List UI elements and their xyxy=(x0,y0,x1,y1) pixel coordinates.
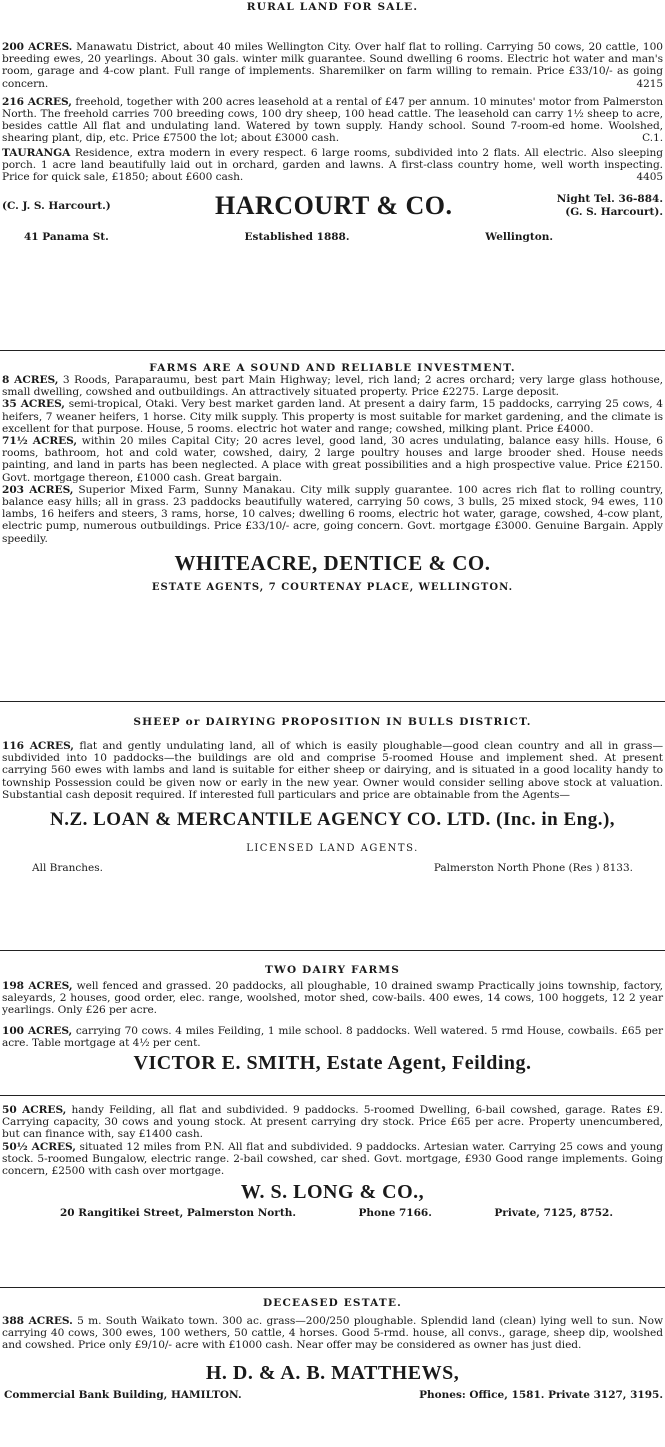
firm-name: VICTOR E. SMITH, Estate Agent, Feilding. xyxy=(133,1052,532,1075)
nz-loan-ad xyxy=(2,716,663,874)
firm-name: W. S. LONG & CO., xyxy=(240,1181,425,1204)
firm-name: H. D. & A. B. MATTHEWS, xyxy=(205,1361,460,1384)
ad-heading: RURAL LAND FOR SALE. xyxy=(246,1,419,13)
divider xyxy=(0,950,665,951)
contact-line: Commercial Bank Building, HAMILTON. Phones: Office, 1581. Private 3127, 3195. xyxy=(4,1388,663,1401)
listing: 100 ACRES, carrying 70 cows. 4 miles Feilding, 1 mile school. 8 paddocks. Well watered. 5 rmd House, cowbails. £65 per acre. Table mortgage at 4½ per cent. xyxy=(2,1024,663,1049)
firm-name: N.Z. LOAN & MERCANTILE AGENCY CO. LTD. (Inc. in Eng.), xyxy=(49,809,616,831)
ad-heading: DECEASED ESTATE. xyxy=(262,1297,403,1309)
listing: 50 ACRES, handy Feilding, all flat and subdivided. 9 paddocks. 5-roomed Dwelling, 6-bail cowshed, garage. Rates £9. Carrying capacity, 30 cows and young stock. At present carrying dry stock. Price £65 per acre. Property unencumbered, but can finance with, say £1400 cash. xyxy=(2,1104,663,1141)
contact-line: All Branches. Palmerston North Phone (Res ) 8133. xyxy=(32,862,633,875)
ws-long-ad xyxy=(2,1104,663,1219)
listing: 198 ACRES, well fenced and grassed. 20 paddocks, all ploughable, 10 drained swamp Practically joins township, factory, saleyards, 2 houses, good order, elec. range, woolshed, motor shed, cow-bails. 400 ewes, 14 cows, 100 hoggets, 12 2 year yearlings. Only £26 per acre. xyxy=(2,980,663,1017)
divider xyxy=(0,1287,665,1288)
address-line: 41 Panama St. Established 1888. Wellington. xyxy=(24,231,553,244)
listing: 50½ ACRES, situated 12 miles from P.N. All flat and subdivided. 9 paddocks. Artesian water. Carrying 25 cows and young stock. 5-roomed Bungalow, electric range. 2-bail cowshed, car shed. Govt. mortgage, £930 Good range implements. Going concern, £2500 with cash over mortgage. xyxy=(2,1140,663,1178)
listing: 200 ACRES. Manawatu District, about 40 miles Wellington City. Over half flat to rolling. Carrying 50 cows, 20 cattle, 100 breeding ewes, 20 yearlings. About 30 gals. winter milk guarantee. Sound dwelling 6 rooms. Electric hot water and man's room, garage and 4-cow plant. Full range of implements. Sharemilker on farm willing to remain. Price £33/10/- as going concern. 4215 xyxy=(2,41,663,90)
matthews-ad xyxy=(2,1297,663,1401)
listing: 203 ACRES, Superior Mixed Farm, Sunny Manakau. City milk supply guarantee. 100 acres rich flat to rolling country, balance easy hills; all in grass. 23 paddocks beautifully watered, carrying 50 cows, 3 bulls, 25 mixed stock, 94 ewes, 110 lambs, 16 heifers and steers, 3 rams, horse, 10 calves; dwelling 6 rooms, electric hot water, garage, cowshed, 4-cow plant, electric pump, numerous outbuildings. Price £33/10/- acre, going concern. Govt. mortgage £3000. Genuine Bargain. Apply speedily. xyxy=(2,483,664,545)
harcourt-ad xyxy=(2,0,663,243)
listing: 388 ACRES. 5 m. South Waikato town. 300 ac. grass—200/250 ploughable. Splendid land (clean) lying well to sun. Now carrying 40 cows, 300 ewes, 100 wethers, 50 cattle, 4 horses. Good 5-rmd. house, all convs., garage, sheep dip, woolshed and cowshed. Price only £9/10/- acre with £1000 cash. Near offer may be considered as owner has just died. xyxy=(2,1315,663,1352)
ad-heading: SHEEP or DAIRYING PROPOSITION IN BULLS DISTRICT. xyxy=(133,716,532,728)
listing: 216 ACRES, freehold, together with 200 acres leasehold at a rental of £47 per annum. 10 minutes' motor from Palmerston North. The freehold carries 700 breeding cows, 100 dry sheep, 100 head cattle. The leasehold can carry 1½ sheep to acre, besides cattle All flat and undulating land. Watered by town supply. Handy school. Sound 7-room-ed home. Woolshed, shearing plant, dip, etc. Price £7500 the lot; about £3000 cash. C.1. xyxy=(2,95,663,145)
listing: 71½ ACRES, within 20 miles Capital City; 20 acres level, good land, 30 acres undulating, balance easy hills. House, 6 rooms, bathroom, hot and cold water, cowshed, dairy, 2 large poultry houses and large brooder shed. House needs painting, and land in parts has been neglected. A place with great possibilities and a high prospective value. Price £2150. Govt. mortgage thereon, £1000 cash. Great bargain. xyxy=(2,435,663,484)
divider xyxy=(0,701,665,702)
ad-heading: TWO DAIRY FARMS xyxy=(264,964,401,976)
victor-smith-ad xyxy=(2,964,663,1075)
firm-subtitle: LICENSED LAND AGENTS. xyxy=(246,843,419,855)
whiteacre-ad xyxy=(2,362,663,593)
listing: TAURANGA Residence, extra modern in every respect. 6 large rooms, subdivided into 2 flats. All electric. Also sleeping porch. 1 acre land beautifully laid out in orchard, garden and lawns. A first-class country home, well worth inspecting. Price for quick sale, £1850; about £600 cash. 4405 xyxy=(2,146,663,184)
divider xyxy=(0,1095,665,1096)
ad-heading: FARMS ARE A SOUND AND RELIABLE INVESTMENT. xyxy=(149,362,516,374)
firm-name: HARCOURT & CO. xyxy=(215,191,453,221)
divider xyxy=(0,350,665,351)
listing: 116 ACRES, flat and gently undulating land, all of which is easily ploughable—good clean country and all in grass—subdivided into 10 paddocks—the buildings are old and comprise 5-roomed House and implement shed. At present carrying 560 ewes with lambs and land is suitable for either sheep or dairying, and is situated in a good locality handy to township Possession could be given now or early in the new year. Owner would consider selling above stock at valuation. Substantial cash deposit required. If interested full particulars and price are obtainable from the Agents— xyxy=(2,740,663,801)
listing: 8 ACRES, 3 Roods, Paraparaumu, best part Main Highway; level, rich land; 2 acres orchard; very large glass hothouse, small dwelling, cowshed and outbuildings. An attractively situated property. Price £2275. Large deposit. xyxy=(2,374,663,399)
contact-line: 20 Rangitikei Street, Palmerston North. Phone 7166. Private, 7125, 8752. xyxy=(60,1207,613,1220)
firm-subtitle: ESTATE AGENTS, 7 COURTENAY PLACE, WELLINGTON. xyxy=(151,581,514,593)
firm-line: (C. J. S. Harcourt.) HARCOURT & CO. Night Tel. 36-884. (G. S. Harcourt). xyxy=(2,191,663,221)
firm-name: WHITEACRE, DENTICE & CO. xyxy=(174,550,491,575)
listing: 35 ACRES, semi-tropical, Otaki. Very best market garden land. At present a dairy farm, 15 paddocks, carrying 25 cows, 4 heifers, 7 weaner heifers, 1 horse. City milk supply. This property is most suitable for market gardening, and the climate is excellent for that purpose. House, 5 rooms. electric hot water and range; cowshed, milking plant. Price £4000. xyxy=(2,398,663,435)
